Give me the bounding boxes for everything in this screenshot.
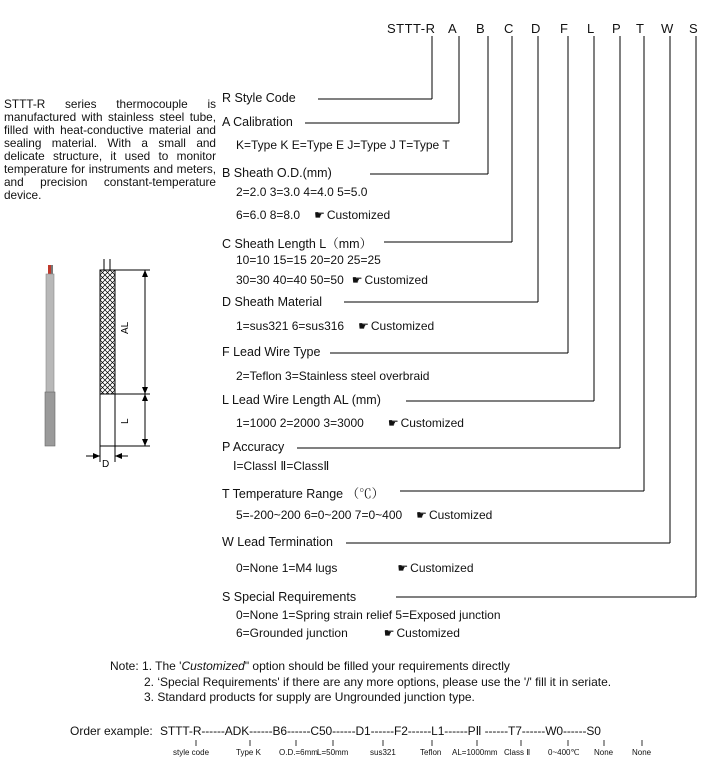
section-s-title: S Special Requirements bbox=[222, 590, 357, 604]
order-legend-accuracy: Class Ⅱ bbox=[504, 748, 531, 757]
section-p-options: Ⅰ=ClassⅠ Ⅱ=ClassⅡ bbox=[233, 459, 330, 473]
section-f-title: F Lead Wire Type bbox=[222, 345, 321, 359]
customized-label: Customized bbox=[364, 273, 428, 287]
order-legend-material: sus321 bbox=[370, 748, 396, 757]
hand-pointer-icon: ☛ bbox=[351, 273, 363, 287]
hand-pointer-icon: ☛ bbox=[358, 319, 369, 333]
section-c-title: C Sheath Length L（mm） bbox=[222, 237, 373, 251]
d-dimension-label: D bbox=[102, 459, 110, 470]
hand-pointer-icon: ☛ bbox=[416, 508, 427, 522]
section-w-options: 0=None 1=M4 lugs ☛ Customized bbox=[236, 561, 474, 575]
customized-label: Customized bbox=[410, 561, 474, 575]
section-t-title: T Temperature Range （℃） bbox=[222, 487, 385, 501]
order-legend-special: None bbox=[632, 748, 652, 757]
header-letter-c: C bbox=[504, 21, 514, 36]
order-legend-wire-length: AL=1000mm bbox=[452, 748, 498, 757]
header-letter-f: F bbox=[560, 21, 569, 36]
section-s-options-2: 6=Grounded junction ☛ Customized bbox=[236, 626, 460, 640]
section-r-title: R Style Code bbox=[222, 91, 296, 105]
customized-label: Customized bbox=[396, 626, 460, 640]
product-description: STTT-R series thermocouple is manufactured with stainless steel tube, filled with heat-conductive material and sealing material. With a small and delicate structure, it used to monitor temperature for instruments and meters, and precision constant-temperature device. bbox=[4, 97, 216, 202]
order-example-label: Order example: bbox=[70, 724, 153, 738]
section-a-options: K=Type K E=Type E J=Type J T=Type T bbox=[236, 138, 450, 152]
section-d-title: D Sheath Material bbox=[222, 295, 323, 309]
note-2: 2. ‘Special Requirements' if there are any more options, please use the '/' fill it in seriate. bbox=[144, 675, 612, 689]
header-letter-d: D bbox=[531, 21, 541, 36]
section-t-options: 5=-200~200 6=0~200 7=0~400 ☛ Customized bbox=[236, 508, 493, 522]
order-legend-od: O.D.=6mm bbox=[279, 748, 318, 757]
hand-pointer-icon: ☛ bbox=[387, 416, 399, 430]
header-letter-p: P bbox=[612, 21, 622, 36]
header-letter-b: B bbox=[476, 21, 486, 36]
header-letter-l: L bbox=[587, 21, 595, 36]
customized-label: Customized bbox=[400, 416, 464, 430]
section-c-options-2: 30=30 40=40 50=50 ☛ Customized bbox=[236, 273, 428, 287]
order-legend-termination: None bbox=[594, 748, 614, 757]
section-b-options-1: 2=2.0 3=3.0 4=4.0 5=5.0 bbox=[236, 185, 368, 199]
al-dimension-label: AL bbox=[120, 321, 131, 334]
section-w-title: W Lead Termination bbox=[222, 535, 333, 549]
note-3: 3. Standard products for supply are Ungrounded junction type. bbox=[144, 690, 475, 704]
order-legend-length: L=50mm bbox=[317, 748, 349, 757]
hand-pointer-icon: ☛ bbox=[314, 208, 325, 222]
section-a-title: A Calibration bbox=[222, 115, 293, 129]
hand-pointer-icon: ☛ bbox=[383, 626, 395, 640]
section-c-options-1: 10=10 15=15 20=20 25=25 bbox=[236, 253, 381, 267]
customized-label: Customized bbox=[326, 208, 391, 222]
header-model-code: STTT-R bbox=[387, 21, 436, 36]
order-legend-temperature: 0~400℃ bbox=[548, 748, 580, 757]
header-letter-a: A bbox=[448, 21, 458, 36]
hand-pointer-icon: ☛ bbox=[397, 561, 409, 575]
note-1: Note: 1. The 'Customized" option should be filled your requirements directly bbox=[110, 659, 510, 673]
order-legend-calibration: Type K bbox=[236, 748, 261, 757]
section-l-options: 1=1000 2=2000 3=3000 ☛ Customized bbox=[236, 416, 464, 430]
section-d-options: 1=sus321 6=sus316 ☛ Customized bbox=[236, 319, 435, 333]
order-legend-style-code: style code bbox=[173, 748, 210, 757]
order-example-code: STTT-R------ADK------B6------C50------D1------F2------L1------PⅡ ------T7------W0------S0 bbox=[160, 724, 601, 738]
section-b-title: B Sheath O.D.(mm) bbox=[222, 166, 332, 180]
section-b-options-2: 6=6.0 8=8.0 ☛ Customized bbox=[236, 208, 391, 222]
section-s-options-1: 0=None 1=Spring strain relief 5=Exposed junction bbox=[236, 608, 501, 622]
customized-label: Customized bbox=[370, 319, 435, 333]
customized-label: Customized bbox=[428, 508, 493, 522]
header-letter-s: S bbox=[689, 21, 699, 36]
section-f-options: 2=Teflon 3=Stainless steel overbraid bbox=[236, 369, 430, 383]
section-l-title: L Lead Wire Length AL (mm) bbox=[222, 393, 381, 407]
header-letter-w: W bbox=[661, 21, 674, 36]
l-dimension-label: L bbox=[120, 418, 131, 424]
order-legend-wire-type: Teflon bbox=[420, 748, 442, 757]
section-p-title: P Accuracy bbox=[222, 440, 285, 454]
header-letter-t: T bbox=[636, 21, 645, 36]
